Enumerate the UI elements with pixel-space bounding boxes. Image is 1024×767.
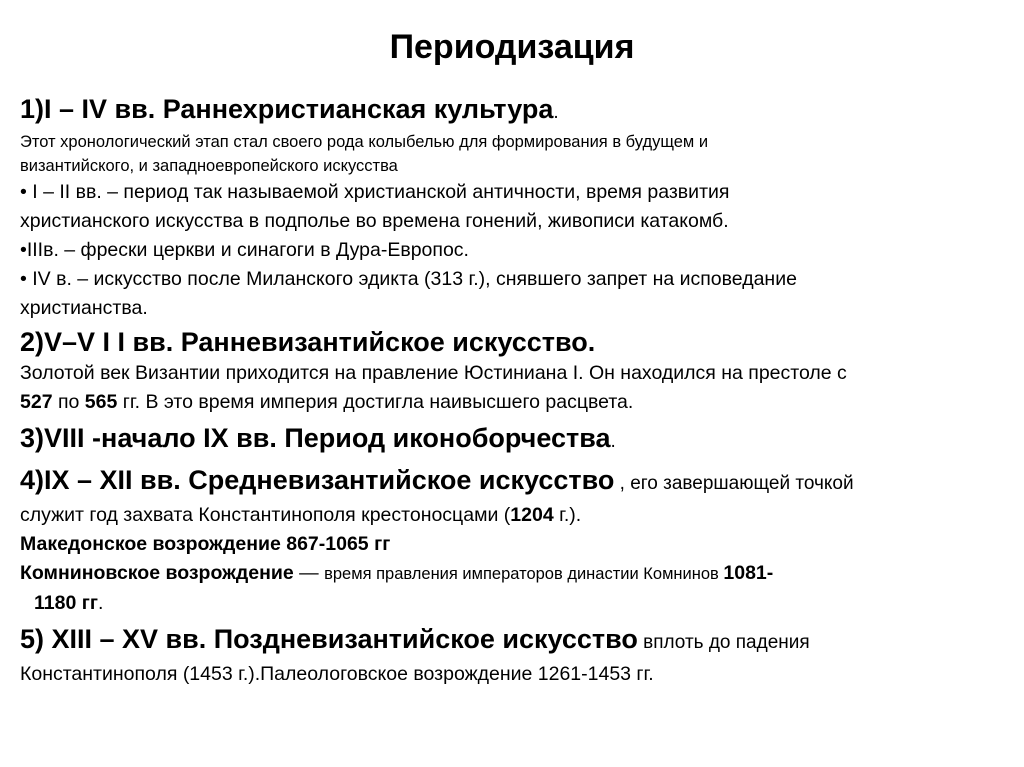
section-4-komnenian-dash: — [293, 562, 325, 584]
section-2-line-2-text-a: по [52, 391, 85, 413]
section-4-year: 1204 [510, 504, 554, 526]
section-4-macedonian-text: Македонское возрождение 867-1065 гг [20, 533, 391, 555]
section-1-heading [20, 92, 1010, 130]
section-4-komnenian-cont [20, 589, 1010, 618]
section-4-komnenian-year-end: 1180 гг [34, 592, 98, 614]
section-4-line-1-text-a: служит год захвата Константинополя крестоносцами ( [20, 504, 511, 526]
section-1-heading-tail: . [553, 102, 559, 123]
section-1-heading-text: 1)I – IV вв. Раннехристианская культура [20, 94, 554, 124]
section-4-heading-text: 4)IX – XII вв. Средневизантийское искусство [20, 465, 615, 495]
section-5-heading-text: 5) XIII – XV вв. Поздневизантийское искусство [20, 624, 638, 654]
content [20, 92, 1010, 689]
section-2-heading: 2)V–V I I вв. Ранневизантийское искусство. [20, 327, 596, 357]
section-4-komnenian-year-start: 1081- [723, 562, 774, 584]
section-1-intro-line-2: византийского, и западноевропейского искусства [20, 157, 398, 175]
section-1-bullet-1-line-2: христианского искусства в подполье во времена гонений, живописи катакомб. [20, 210, 729, 232]
section-2-line-1: Золотой век Византии приходится на правление Юстиниана I. Он находился на престоле с [20, 362, 847, 384]
section-1-intro-line-1: Этот хронологический этап стал своего рода колыбелью для формирования в будущем и [20, 133, 709, 151]
section-2-line-2 [20, 388, 1010, 417]
section-4-komnenian-period: . [97, 592, 104, 614]
section-1-bullet-3-line-2: христианства. [20, 297, 148, 319]
section-3-heading-text: 3)VIII -начало IX вв. Период иконоборчества [20, 423, 611, 453]
section-4-komnenian-title: Комниновское возрождение [20, 562, 294, 584]
section-4-heading [20, 463, 1010, 501]
section-2-year-start: 527 [20, 391, 53, 413]
section-2-line-2-text-b: гг. В это время империя достигла наивысшего расцвета. [117, 391, 634, 413]
section-1-bullet-1-line-1: • I – II вв. – период так называемой христианской античности, время развития [20, 181, 730, 203]
section-4-line-1 [20, 501, 1010, 530]
section-3-heading-tail: . [610, 431, 616, 452]
section-3-heading [20, 421, 1010, 459]
section-4-macedonian [20, 530, 1010, 559]
section-4-heading-tail: , его завершающей точкой [614, 473, 854, 494]
section-5-line-1: Константинополя (1453 г.).Палеологовское возрождение 1261-1453 гг. [20, 663, 654, 685]
section-4-line-1-text-b: г.). [553, 504, 582, 526]
section-2-year-end: 565 [84, 391, 118, 413]
section-4-komnenian [20, 559, 1010, 589]
section-5-heading-tail: вплоть до падения [637, 632, 810, 653]
page-title: Периодизация [389, 28, 635, 66]
section-4-komnenian-desc: время правления императоров династии Комнинов [324, 565, 724, 583]
section-5-heading [20, 622, 1010, 660]
section-1-bullet-3-line-1: • IV в. – искусство после Миланского эдикта (313 г.), снявшего запрет на исповедание [20, 268, 797, 290]
section-1-bullet-2: •IIIв. – фрески церкви и синагоги в Дура-Европос. [20, 239, 469, 261]
